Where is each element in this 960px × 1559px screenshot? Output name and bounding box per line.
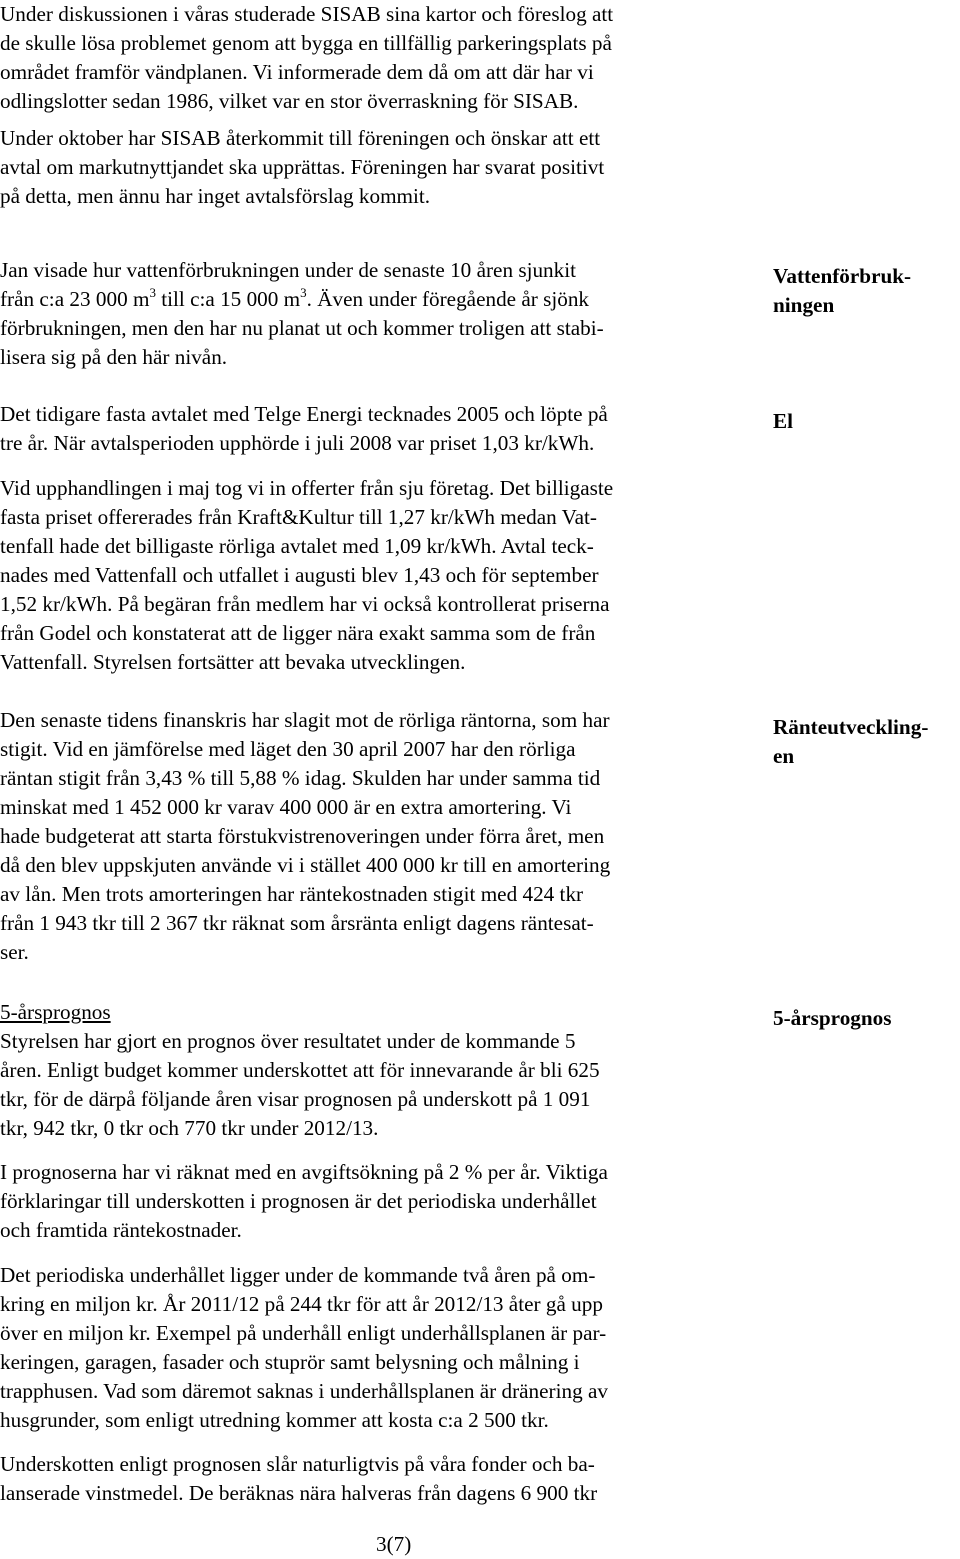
margin-heading-5-arsprognos <box>773 1004 892 1033</box>
paragraph <box>0 998 738 1143</box>
margin-heading-ranteutvecklingen <box>773 713 928 771</box>
text-line: Det periodiska underhållet ligger under de kommande två åren på om- <box>0 1263 596 1287</box>
text-line: de skulle lösa problemet genom att bygga en tillfällig parkeringsplats på <box>0 31 612 55</box>
paragraph <box>0 474 738 677</box>
text-line: fasta priset offererades från Kraft&Kultur till 1,27 kr/kWh medan Vat- <box>0 505 597 529</box>
text-line: hade budgeterat att starta förstukvistrenoveringen under förra året, men <box>0 824 605 848</box>
margin-heading-el <box>773 407 793 436</box>
text-line: förbrukningen, men den har nu planat ut och kommer troligen att stabi- <box>0 316 604 340</box>
margin-heading-line: ningen <box>773 293 835 317</box>
text-line: minskat med 1 452 000 kr varav 400 000 är en extra amortering. Vi <box>0 795 572 819</box>
text-line: 1,52 kr/kWh. På begäran från medlem har vi också kontrollerat priserna <box>0 592 610 616</box>
text-line: lanserade vinstmedel. De beräknas nära halveras från dagens 6 900 tkr <box>0 1481 598 1505</box>
text-line: odlingslotter sedan 1986, vilket var en stor överraskning för SISAB. <box>0 89 579 113</box>
text-line: åren. Enligt budget kommer underskottet att för innevarande år bli 625 <box>0 1058 600 1082</box>
text-line: kring en miljon kr. År 2011/12 på 244 tkr för att år 2012/13 åter gå upp <box>0 1292 603 1316</box>
section-heading: 5-årsprognos <box>0 1000 111 1024</box>
text-line: förklaringar till underskotten i prognosen är det periodiska underhållet <box>0 1189 597 1213</box>
text-line: Den senaste tidens finanskris har slagit mot de rörliga räntorna, som har <box>0 708 610 732</box>
text-line: avtal om markutnyttjandet ska upprättas. Föreningen har svarat positivt <box>0 155 605 179</box>
text-line: stigit. Vid en jämförelse med läget den 30 april 2007 har den rörliga <box>0 737 576 761</box>
text-line: från Godel och konstaterat att de ligger nära exakt samma som de från <box>0 621 596 645</box>
text-line: räntan stigit från 3,43 % till 5,88 % idag. Skulden har under samma tid <box>0 766 601 790</box>
text-line: Det tidigare fasta avtalet med Telge Energi tecknades 2005 och löpte på <box>0 402 608 426</box>
text-line: tre år. När avtalsperioden upphörde i juli 2008 var priset 1,03 kr/kWh. <box>0 431 595 455</box>
text-line: Jan visade hur vattenförbrukningen under de senaste 10 åren sjunkit <box>0 258 577 282</box>
text-line <box>0 285 738 314</box>
text-line: Underskotten enligt prognosen slår naturligtvis på våra fonder och ba- <box>0 1452 595 1476</box>
text-segment: från c:a 23 000 m <box>0 287 150 311</box>
paragraph <box>0 1450 738 1508</box>
margin-heading-line: El <box>773 409 794 433</box>
margin-heading-line: Vattenförbruk- <box>773 264 912 288</box>
text-line: på detta, men ännu har inget avtalsförslag kommit. <box>0 184 431 208</box>
page-number: 3(7) <box>376 1532 412 1556</box>
text-line: trapphusen. Vad som däremot saknas i underhållsplanen är dränering av <box>0 1379 608 1403</box>
text-line: då den blev uppskjuten använde vi i stället 400 000 kr till en amortering <box>0 853 611 877</box>
text-line: nades med Vattenfall och utfallet i augusti blev 1,43 och för september <box>0 563 599 587</box>
margin-heading-vattenforbrukningen <box>773 262 911 320</box>
paragraph <box>0 706 738 967</box>
text-line: Styrelsen har gjort en prognos över resultatet under de kommande 5 <box>0 1029 576 1053</box>
text-line: tkr, för de därpå följande åren visar prognosen på underskott på 1 091 <box>0 1087 591 1111</box>
text-line: över en miljon kr. Exempel på underhåll enligt underhållsplanen är par- <box>0 1321 607 1345</box>
text-line: av lån. Men trots amorteringen har räntekostnaden stigit med 424 tkr <box>0 882 584 906</box>
text-line: tkr, 942 tkr, 0 tkr och 770 tkr under 2012/13. <box>0 1116 379 1140</box>
text-segment: . Även under föregående år sjönk <box>306 287 590 311</box>
superscript: 3 <box>300 284 307 300</box>
text-line: keringen, garagen, fasader och stuprör samt belysning och målning i <box>0 1350 580 1374</box>
superscript: 3 <box>149 284 156 300</box>
paragraph <box>0 0 738 116</box>
text-line: området framför vändplanen. Vi informerade dem då om att där har vi <box>0 60 594 84</box>
text-line: I prognoserna har vi räknat med en avgiftsökning på 2 % per år. Viktiga <box>0 1160 608 1184</box>
text-line: lisera sig på den här nivån. <box>0 345 228 369</box>
margin-heading-line: Ränteutveckling- <box>773 715 929 739</box>
text-line: från 1 943 tkr till 2 367 tkr räknat som årsränta enligt dagens räntesat- <box>0 911 594 935</box>
text-line: tenfall hade det billigaste rörliga avtalet med 1,09 kr/kWh. Avtal teck- <box>0 534 594 558</box>
text-line: Vattenfall. Styrelsen fortsätter att bevaka utvecklingen. <box>0 650 466 674</box>
paragraph <box>0 1261 738 1435</box>
text-line: Vid upphandlingen i maj tog vi in offerter från sju företag. Det billigaste <box>0 476 614 500</box>
margin-heading-line: en <box>773 744 795 768</box>
margin-heading-line: 5-årsprognos <box>773 1006 892 1030</box>
text-line: Under diskussionen i våras studerade SISAB sina kartor och föreslog att <box>0 2 614 26</box>
paragraph <box>0 124 738 211</box>
text-line: husgrunder, som enligt utredning kommer att kosta c:a 2 500 tkr. <box>0 1408 549 1432</box>
text-line: ser. <box>0 940 29 964</box>
paragraph <box>0 400 738 458</box>
text-line: och framtida räntekostnader. <box>0 1218 242 1242</box>
text-line: Under oktober har SISAB återkommit till föreningen och önskar att ett <box>0 126 601 150</box>
paragraph <box>0 1158 738 1245</box>
text-segment: till c:a 15 000 m <box>155 287 301 311</box>
paragraph <box>0 256 738 372</box>
